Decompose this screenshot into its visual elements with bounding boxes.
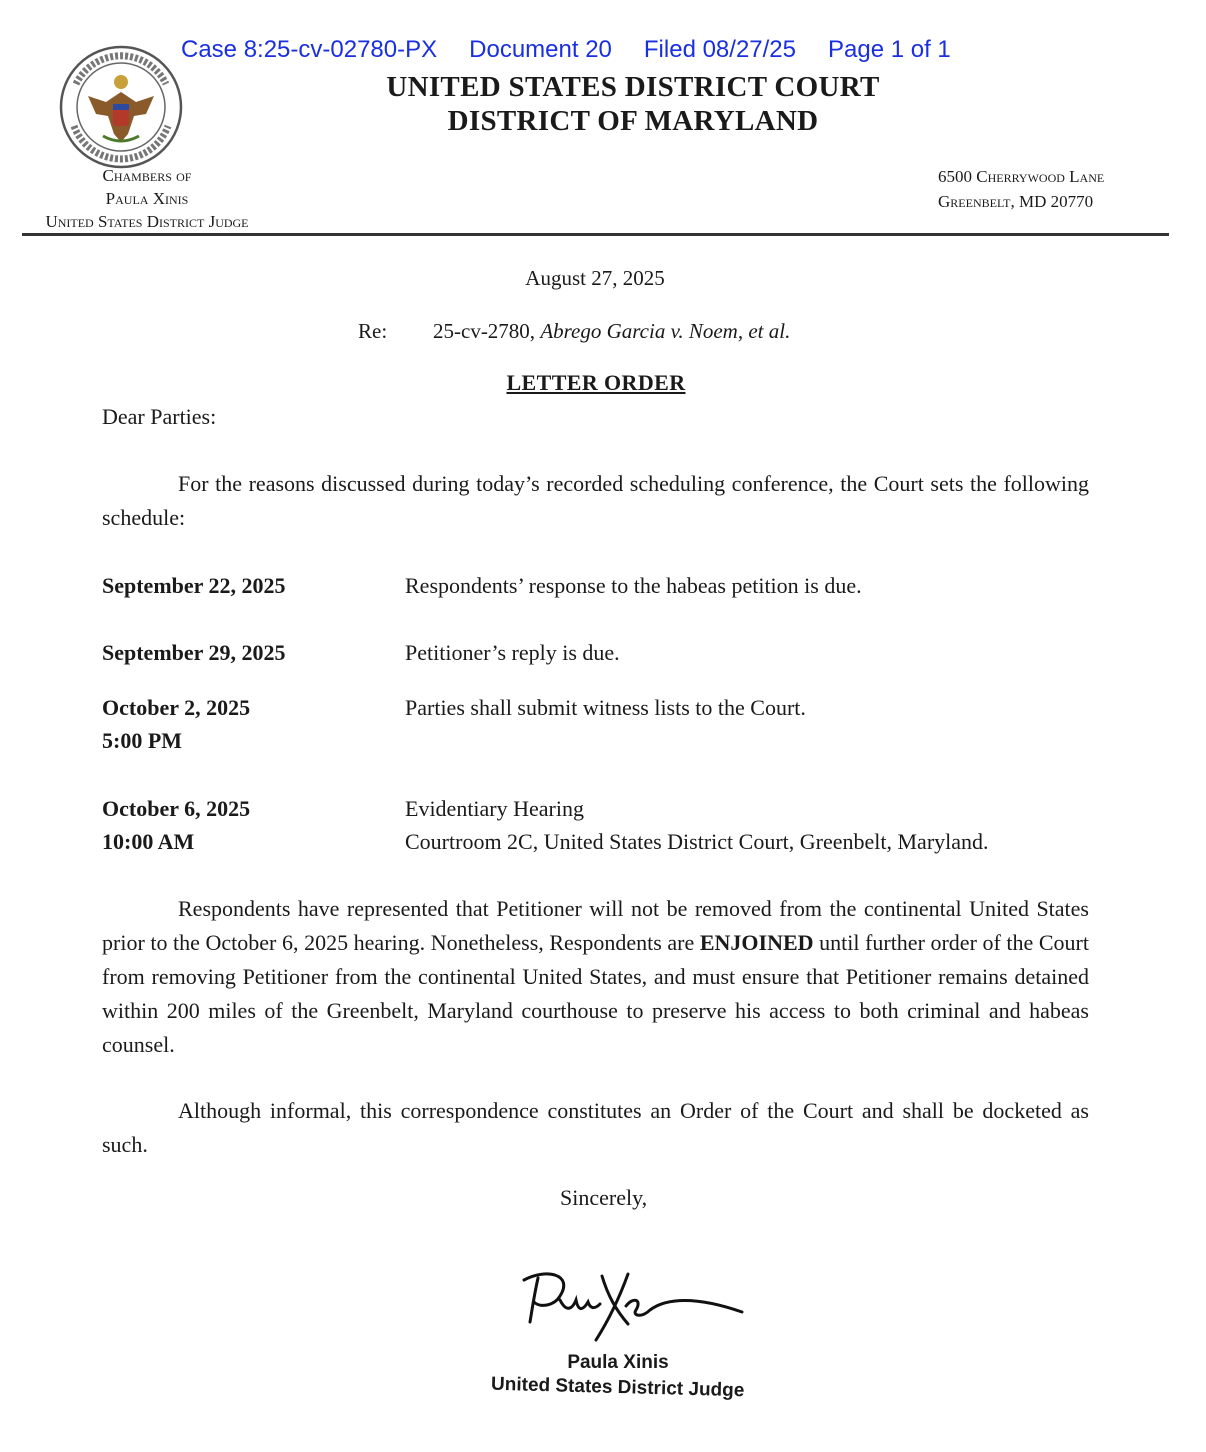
court-address: [938, 164, 1104, 214]
re-label: Re:: [358, 319, 388, 343]
schedule-desc-1: Respondents’ response to the habeas petition is due.: [405, 573, 862, 598]
court-seal-icon: [58, 44, 184, 170]
court-title: [300, 70, 966, 138]
schedule-date-3-time: 5:00 PM: [102, 728, 183, 753]
schedule-date-1: September 22, 2025: [102, 573, 286, 598]
schedule-date-4: [102, 792, 250, 858]
header-divider: [22, 233, 1169, 236]
re-line: [433, 319, 790, 344]
signer-name: Paula Xinis: [567, 1352, 669, 1373]
court-name: UNITED STATES DISTRICT COURT: [386, 71, 880, 103]
schedule-date-3: [102, 691, 250, 757]
schedule-desc-4-event: Evidentiary Hearing: [405, 796, 584, 821]
closing: Sincerely,: [560, 1185, 648, 1210]
enjoined-word: ENJOINED: [699, 930, 814, 955]
letter-order-title: LETTER ORDER: [506, 370, 686, 395]
letter-date: August 27, 2025: [525, 266, 665, 290]
schedule-desc-2: Petitioner’s reply is due.: [405, 640, 620, 665]
schedule-date-2: September 29, 2025: [102, 640, 286, 665]
schedule-date-4-time: 10:00 AM: [102, 829, 195, 854]
chambers-block: [22, 164, 272, 233]
document-number: Document 20: [469, 36, 612, 63]
page-count: Page 1 of 1: [828, 36, 951, 63]
re-case-name: Abrego Garcia v. Noem, et al.: [540, 319, 791, 343]
signer-title: United States District Judge: [491, 1373, 745, 1402]
paragraph-intro: For the reasons discussed during today’s recorded scheduling conference, the Court sets the following schedule:: [102, 471, 1089, 530]
address-street: 6500 Cherrywood Lane: [938, 167, 1105, 186]
case-number: Case 8:25-cv-02780-PX: [181, 36, 438, 63]
judge-name: Paula Xinis: [105, 189, 189, 208]
chambers-label: Chambers of: [102, 166, 192, 185]
signature-block: [480, 1350, 756, 1400]
injunction-text-before: Respondents have represented that Petitioner will not be removed from the continental United States prior to the October 6, 2025 hearing. Nonetheless, Respondents are: [102, 896, 1089, 955]
schedule-date-3-day: October 2, 2025: [102, 695, 251, 720]
court-district: DISTRICT OF MARYLAND: [447, 105, 819, 137]
schedule-desc-4: [405, 792, 989, 858]
schedule-date-4-day: October 6, 2025: [102, 796, 251, 821]
injunction-text-after: until further order of the Court from removing Petitioner from the continental United States, and must ensure that Petitioner remains detained within 200 miles of the Greenbelt, Maryland courthouse to preserve his access to both criminal and habeas counsel.: [102, 930, 1089, 1057]
schedule-desc-3: Parties shall submit witness lists to the Court.: [405, 695, 806, 720]
handwritten-signature: [516, 1266, 748, 1346]
address-city: Greenbelt, MD 20770: [938, 192, 1094, 211]
re-case-number: 25-cv-2780,: [433, 319, 541, 343]
salutation: Dear Parties:: [102, 404, 217, 429]
paragraph-order-notice: Although informal, this correspondence constitutes an Order of the Court and shall be docketed as such.: [102, 1098, 1089, 1157]
filed-date: Filed 08/27/25: [643, 36, 796, 63]
schedule-desc-4-location: Courtroom 2C, United States District Court, Greenbelt, Maryland.: [405, 829, 989, 854]
judge-title: United States District Judge: [45, 212, 249, 231]
filing-stamp: [181, 36, 983, 64]
paragraph-injunction: [102, 892, 1089, 1062]
